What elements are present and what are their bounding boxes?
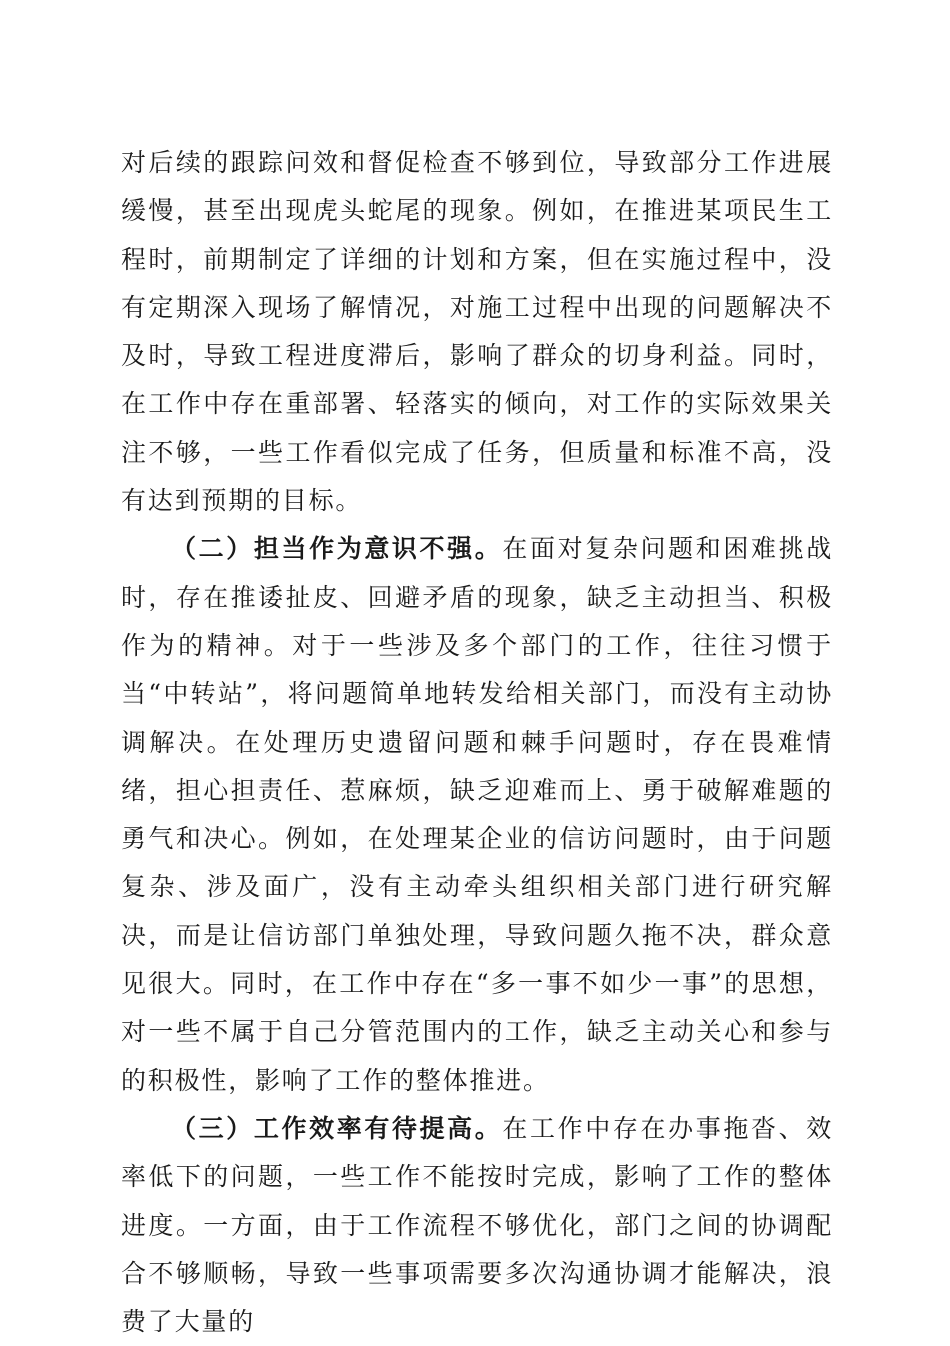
paragraph-text: 在工作中存在办事拖沓、效率低下的问题，一些工作不能按时完成，影响了工作的整体进度。一方面，由于工作流程不够优化，部门之间的协调配合不够顺畅，导致一些事项需要多次沟通协调才能解决，浪费了大量的: [121, 1113, 833, 1337]
document-body: [121, 139, 833, 1346]
section-heading: （三）工作效率有待提高。: [171, 1113, 503, 1143]
paragraph-section-2: [121, 525, 833, 1105]
paragraph-continuation: [121, 139, 833, 525]
paragraph-text: 对后续的跟踪问效和督促检查不够到位，导致部分工作进展缓慢，甚至出现虎头蛇尾的现象。例如，在推进某项民生工程时，前期制定了详细的计划和方案，但在实施过程中，没有定期深入现场了解情况，对施工过程中出现的问题解决不及时，导致工程进度滞后，影响了群众的切身利益。同时，在工作中存在重部署、轻落实的倾向，对工作的实际效果关注不够，一些工作看似完成了任务，但质量和标准不高，没有达到预期的目标。: [121, 148, 833, 516]
paragraph-text: 在面对复杂问题和困难挑战时，存在推诿扯皮、回避矛盾的现象，缺乏主动担当、积极作为的精神。对于一些涉及多个部门的工作，往往习惯于当“中转站”，将问题简单地转发给相关部门，而没有主动协调解决。在处理历史遗留问题和棘手问题时，存在畏难情绪，担心担责任、惹麻烦，缺乏迎难而上、勇于破解难题的勇气和决心。例如，在处理某企业的信访问题时，由于问题复杂、涉及面广，没有主动牵头组织相关部门进行研究解决，而是让信访部门单独处理，导致问题久拖不决，群众意见很大。同时，在工作中存在“多一事不如少一事”的思想，对一些不属于自己分管范围内的工作，缺乏主动关心和参与的积极性，影响了工作的整体推进。: [121, 534, 833, 1095]
paragraph-section-3: [121, 1105, 833, 1346]
section-heading: （二）担当作为意识不强。: [171, 534, 503, 564]
